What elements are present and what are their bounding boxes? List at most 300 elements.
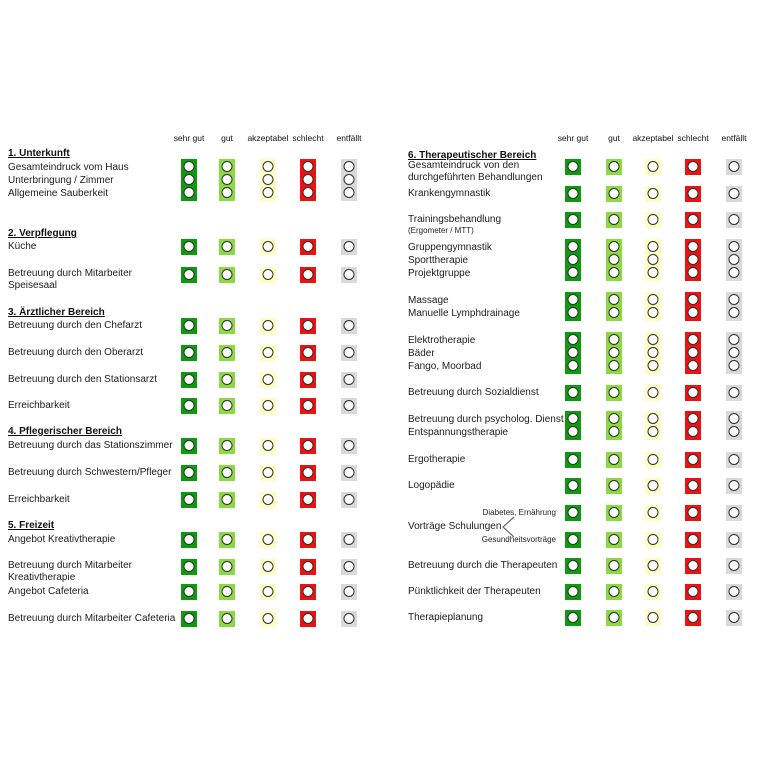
rating-option-akzeptabel[interactable] (263, 440, 274, 451)
row-label-line: Küche (8, 241, 37, 252)
rating-option-entfaellt[interactable] (729, 294, 740, 305)
rating-mark-entfaellt (341, 267, 357, 283)
rating-option-sehr-gut[interactable] (184, 613, 195, 624)
rating-option-schlecht[interactable] (688, 507, 699, 518)
rating-option-entfaellt[interactable] (344, 161, 355, 172)
rating-mark-sehr-gut (565, 292, 581, 321)
rating-mark-gut (219, 559, 235, 575)
rating-option-gut[interactable] (609, 426, 620, 437)
rating-option-entfaellt[interactable] (729, 307, 740, 318)
rating-mark-sehr-gut (565, 212, 581, 228)
rating-option-sehr-gut[interactable] (568, 161, 579, 172)
rating-mark-gut (606, 478, 622, 494)
rating-option-entfaellt[interactable] (344, 613, 355, 624)
rating-mark-akzeptabel (260, 532, 276, 548)
rating-option-sehr-gut[interactable] (568, 360, 579, 371)
rating-option-sehr-gut[interactable] (568, 454, 579, 465)
rating-option-schlecht[interactable] (303, 586, 314, 597)
rating-mark-gut (219, 532, 235, 548)
rating-mark-sehr-gut (565, 159, 581, 175)
rating-option-gut[interactable] (609, 560, 620, 571)
rating-option-schlecht[interactable] (303, 494, 314, 505)
rating-option-akzeptabel[interactable] (648, 454, 659, 465)
rating-option-gut[interactable] (609, 534, 620, 545)
rating-option-akzeptabel[interactable] (263, 494, 274, 505)
rating-option-sehr-gut[interactable] (184, 187, 195, 198)
rating-option-gut[interactable] (609, 413, 620, 424)
rating-option-sehr-gut[interactable] (568, 426, 579, 437)
rating-option-sehr-gut[interactable] (184, 374, 195, 385)
rating-mark-schlecht (300, 398, 316, 414)
rating-option-entfaellt[interactable] (344, 586, 355, 597)
rating-mark-entfaellt (726, 505, 742, 521)
rating-option-entfaellt[interactable] (344, 347, 355, 358)
rating-option-schlecht[interactable] (303, 374, 314, 385)
fork-option-label: Gesundheitsvorträge (481, 535, 556, 544)
rating-mark-gut (606, 385, 622, 401)
rating-option-schlecht[interactable] (688, 612, 699, 623)
rating-option-entfaellt[interactable] (729, 507, 740, 518)
rating-option-entfaellt[interactable] (729, 387, 740, 398)
rating-option-akzeptabel[interactable] (263, 174, 274, 185)
row-label-line: Gesamteindruck vom Haus (8, 161, 129, 173)
rating-option-schlecht[interactable] (688, 560, 699, 571)
rating-option-entfaellt[interactable] (344, 320, 355, 331)
rating-option-schlecht[interactable] (303, 400, 314, 411)
rating-option-sehr-gut[interactable] (568, 334, 579, 345)
rating-mark-akzeptabel (260, 492, 276, 508)
rating-option-sehr-gut[interactable] (184, 347, 195, 358)
scale-header-entfaellt: entfällt (336, 133, 362, 143)
rating-option-akzeptabel[interactable] (648, 347, 659, 358)
rating-option-schlecht[interactable] (688, 241, 699, 252)
rating-option-akzeptabel[interactable] (263, 374, 274, 385)
rating-mark-sehr-gut (565, 505, 581, 521)
rating-option-sehr-gut[interactable] (568, 534, 579, 545)
rating-option-akzeptabel[interactable] (648, 254, 659, 265)
rating-option-schlecht[interactable] (688, 294, 699, 305)
rating-option-schlecht[interactable] (688, 161, 699, 172)
rating-option-gut[interactable] (222, 440, 233, 451)
rating-option-entfaellt[interactable] (729, 560, 740, 571)
rating-option-entfaellt[interactable] (729, 267, 740, 278)
rating-option-schlecht[interactable] (303, 561, 314, 572)
rating-option-akzeptabel[interactable] (263, 400, 274, 411)
rating-option-schlecht[interactable] (688, 307, 699, 318)
rating-option-gut[interactable] (222, 613, 233, 624)
row-label (408, 160, 543, 184)
row-sublabel: (Ergometer / MTT) (408, 226, 474, 235)
rating-option-entfaellt[interactable] (344, 269, 355, 280)
rating-option-sehr-gut[interactable] (184, 269, 195, 280)
rating-option-sehr-gut[interactable] (568, 241, 579, 252)
rating-option-schlecht[interactable] (688, 586, 699, 597)
rating-mark-sehr-gut (181, 372, 197, 388)
rating-mark-sehr-gut (565, 411, 581, 440)
rating-option-entfaellt[interactable] (729, 214, 740, 225)
rating-option-sehr-gut[interactable] (184, 174, 195, 185)
rating-mark-gut (606, 558, 622, 574)
rating-option-sehr-gut[interactable] (184, 534, 195, 545)
rating-mark-gut (606, 212, 622, 228)
rating-option-akzeptabel[interactable] (263, 613, 274, 624)
scale-header-sehr-gut: sehr gut (173, 133, 205, 143)
rating-mark-akzeptabel (645, 411, 661, 440)
rating-option-schlecht[interactable] (688, 360, 699, 371)
row-label (408, 241, 492, 280)
rating-option-schlecht[interactable] (688, 387, 699, 398)
rating-option-sehr-gut[interactable] (184, 440, 195, 451)
rating-option-akzeptabel[interactable] (263, 534, 274, 545)
rating-option-akzeptabel[interactable] (263, 161, 274, 172)
row-label (408, 294, 520, 320)
rating-option-sehr-gut[interactable] (184, 400, 195, 411)
rating-option-gut[interactable] (609, 334, 620, 345)
rating-mark-entfaellt (341, 438, 357, 454)
rating-option-sehr-gut[interactable] (568, 612, 579, 623)
rating-option-entfaellt[interactable] (729, 334, 740, 345)
rating-option-akzeptabel[interactable] (648, 480, 659, 491)
rating-mark-akzeptabel (260, 584, 276, 600)
rating-option-akzeptabel[interactable] (648, 241, 659, 252)
rating-option-schlecht[interactable] (303, 347, 314, 358)
rating-option-akzeptabel[interactable] (648, 534, 659, 545)
row-label (8, 161, 129, 200)
row-label (8, 268, 132, 292)
rating-option-akzeptabel[interactable] (648, 307, 659, 318)
rating-mark-sehr-gut (565, 186, 581, 202)
rating-option-schlecht[interactable] (303, 320, 314, 331)
rating-mark-akzeptabel (260, 239, 276, 255)
row-label (408, 387, 539, 399)
rating-mark-akzeptabel (645, 292, 661, 321)
rating-option-entfaellt[interactable] (344, 534, 355, 545)
rating-option-akzeptabel[interactable] (648, 426, 659, 437)
rating-option-sehr-gut[interactable] (568, 254, 579, 265)
rating-option-akzeptabel[interactable] (263, 320, 274, 331)
rating-mark-akzeptabel (260, 398, 276, 414)
rating-option-sehr-gut[interactable] (568, 214, 579, 225)
rating-mark-entfaellt (341, 372, 357, 388)
section-title: 5. Freizeit (8, 520, 55, 531)
row-label (8, 400, 70, 412)
rating-option-sehr-gut[interactable] (568, 507, 579, 518)
rating-option-gut[interactable] (609, 612, 620, 623)
rating-mark-entfaellt (726, 584, 742, 600)
rating-option-akzeptabel[interactable] (263, 586, 274, 597)
rating-option-gut[interactable] (609, 267, 620, 278)
rating-option-sehr-gut[interactable] (184, 161, 195, 172)
rating-mark-akzeptabel (645, 532, 661, 548)
scale-header-akzeptabel: akzeptabel (632, 133, 674, 143)
row-label (408, 214, 501, 235)
rating-option-schlecht[interactable] (303, 187, 314, 198)
rating-option-gut[interactable] (222, 400, 233, 411)
rating-option-entfaellt[interactable] (729, 254, 740, 265)
rating-mark-entfaellt (341, 345, 357, 361)
row-label-line: Betreuung durch Mitarbeiter (8, 268, 132, 279)
row-label-line: Betreuung durch den Stationsarzt (8, 374, 157, 385)
rating-option-akzeptabel[interactable] (648, 560, 659, 571)
rating-mark-entfaellt (341, 318, 357, 334)
rating-mark-sehr-gut (181, 559, 197, 575)
rating-option-sehr-gut[interactable] (568, 480, 579, 491)
rating-option-akzeptabel[interactable] (263, 467, 274, 478)
rating-option-gut[interactable] (222, 374, 233, 385)
row-label-line: Massage (408, 294, 449, 306)
rating-option-entfaellt[interactable] (729, 413, 740, 424)
rating-mark-akzeptabel (645, 332, 661, 374)
rating-option-gut[interactable] (222, 586, 233, 597)
rating-option-sehr-gut[interactable] (184, 586, 195, 597)
rating-option-akzeptabel[interactable] (263, 269, 274, 280)
row-label-line: Betreuung durch das Stationszimmer (8, 440, 173, 451)
rating-option-akzeptabel[interactable] (263, 561, 274, 572)
rating-option-gut[interactable] (222, 561, 233, 572)
rating-mark-akzeptabel (260, 267, 276, 283)
section-title: 1. Unterkunft (8, 148, 70, 159)
rating-option-entfaellt[interactable] (729, 188, 740, 199)
rating-option-sehr-gut[interactable] (568, 294, 579, 305)
rating-mark-gut (606, 610, 622, 626)
rating-mark-sehr-gut (565, 558, 581, 574)
rating-option-gut[interactable] (222, 534, 233, 545)
rating-option-gut[interactable] (222, 187, 233, 198)
rating-option-akzeptabel[interactable] (648, 294, 659, 305)
rating-option-entfaellt[interactable] (729, 534, 740, 545)
rating-option-schlecht[interactable] (303, 613, 314, 624)
rating-mark-sehr-gut (181, 584, 197, 600)
rating-option-gut[interactable] (609, 161, 620, 172)
scale-header-schlecht: schlecht (292, 133, 324, 143)
rating-option-entfaellt[interactable] (344, 561, 355, 572)
rating-mark-akzeptabel (260, 465, 276, 481)
rating-mark-entfaellt (726, 532, 742, 548)
rating-option-schlecht[interactable] (303, 161, 314, 172)
row-label (8, 586, 89, 598)
rating-mark-gut (219, 492, 235, 508)
rating-mark-akzeptabel (645, 385, 661, 401)
rating-mark-akzeptabel (260, 438, 276, 454)
rating-option-schlecht[interactable] (303, 467, 314, 478)
rating-option-entfaellt[interactable] (344, 241, 355, 252)
rating-option-akzeptabel[interactable] (648, 413, 659, 424)
rating-option-gut[interactable] (609, 480, 620, 491)
rating-option-sehr-gut[interactable] (568, 347, 579, 358)
rating-mark-gut (219, 318, 235, 334)
rating-option-schlecht[interactable] (688, 534, 699, 545)
rating-mark-akzeptabel (645, 610, 661, 626)
rating-option-schlecht[interactable] (303, 534, 314, 545)
rating-option-akzeptabel[interactable] (263, 347, 274, 358)
rating-mark-schlecht (685, 532, 701, 548)
rating-mark-gut (219, 465, 235, 481)
rating-option-akzeptabel[interactable] (648, 387, 659, 398)
rating-option-gut[interactable] (222, 494, 233, 505)
rating-option-gut[interactable] (609, 241, 620, 252)
rating-mark-gut (606, 411, 622, 440)
rating-option-schlecht[interactable] (688, 454, 699, 465)
rating-option-entfaellt[interactable] (729, 586, 740, 597)
rating-option-gut[interactable] (609, 586, 620, 597)
rating-mark-gut (606, 159, 622, 175)
rating-mark-entfaellt (726, 558, 742, 574)
row-label (8, 534, 115, 546)
row-label-line: Angebot Cafeteria (8, 586, 89, 597)
row-label-line: Betreuung durch Mitarbeiter Cafeteria (8, 613, 176, 624)
rating-option-entfaellt[interactable] (344, 174, 355, 185)
row-label (408, 454, 465, 466)
rating-option-gut[interactable] (609, 214, 620, 225)
rating-option-entfaellt[interactable] (729, 161, 740, 172)
rating-option-schlecht[interactable] (688, 267, 699, 278)
rating-option-sehr-gut[interactable] (568, 413, 579, 424)
rating-option-sehr-gut[interactable] (184, 320, 195, 331)
rating-option-akzeptabel[interactable] (263, 241, 274, 252)
rating-option-schlecht[interactable] (688, 347, 699, 358)
rating-mark-entfaellt (341, 532, 357, 548)
rating-mark-gut (219, 398, 235, 414)
rating-option-schlecht[interactable] (688, 188, 699, 199)
rating-option-akzeptabel[interactable] (648, 188, 659, 199)
rating-option-akzeptabel[interactable] (263, 187, 274, 198)
rating-option-gut[interactable] (222, 241, 233, 252)
row-label-line: Gesamteindruck von den (408, 160, 520, 171)
rating-option-schlecht[interactable] (303, 440, 314, 451)
rating-mark-sehr-gut (181, 398, 197, 414)
rating-mark-gut (219, 239, 235, 255)
rating-option-gut[interactable] (609, 507, 620, 518)
rating-mark-sehr-gut (565, 532, 581, 548)
rating-option-entfaellt[interactable] (729, 347, 740, 358)
row-label-line: Betreuung durch Schwestern/Pfleger (8, 467, 172, 478)
rating-option-entfaellt[interactable] (729, 426, 740, 437)
rating-option-schlecht[interactable] (303, 241, 314, 252)
rating-option-gut[interactable] (609, 294, 620, 305)
rating-option-gut[interactable] (222, 161, 233, 172)
rating-option-gut[interactable] (222, 320, 233, 331)
rating-option-entfaellt[interactable] (729, 612, 740, 623)
scale-header-gut: gut (221, 133, 233, 143)
scale-header-gut: gut (608, 133, 620, 143)
rating-option-sehr-gut[interactable] (568, 307, 579, 318)
rating-option-schlecht[interactable] (688, 214, 699, 225)
rating-option-gut[interactable] (222, 174, 233, 185)
rating-option-akzeptabel[interactable] (648, 334, 659, 345)
rating-option-schlecht[interactable] (688, 480, 699, 491)
rating-option-entfaellt[interactable] (729, 241, 740, 252)
rating-mark-akzeptabel (645, 239, 661, 281)
rating-option-entfaellt[interactable] (344, 187, 355, 198)
row-label-line: Unterbringung / Zimmer (8, 174, 114, 186)
rating-option-sehr-gut[interactable] (184, 494, 195, 505)
rating-option-akzeptabel[interactable] (648, 161, 659, 172)
rating-mark-schlecht (685, 239, 701, 281)
rating-option-entfaellt[interactable] (729, 480, 740, 491)
rating-option-sehr-gut[interactable] (568, 188, 579, 199)
row-label (8, 347, 143, 359)
rating-option-gut[interactable] (609, 454, 620, 465)
rating-option-schlecht[interactable] (688, 426, 699, 437)
rating-option-akzeptabel[interactable] (648, 612, 659, 623)
rating-mark-akzeptabel (645, 452, 661, 468)
rating-mark-entfaellt (341, 492, 357, 508)
rating-mark-sehr-gut (565, 452, 581, 468)
rating-mark-sehr-gut (181, 159, 197, 201)
row-label (8, 467, 171, 479)
rating-option-entfaellt[interactable] (344, 440, 355, 451)
rating-mark-schlecht (300, 239, 316, 255)
rating-mark-akzeptabel (260, 159, 276, 201)
rating-option-akzeptabel[interactable] (648, 360, 659, 371)
rating-mark-sehr-gut (565, 332, 581, 374)
row-label (408, 413, 564, 439)
rating-option-akzeptabel[interactable] (648, 214, 659, 225)
rating-option-sehr-gut[interactable] (184, 561, 195, 572)
rating-option-schlecht[interactable] (688, 254, 699, 265)
rating-option-sehr-gut[interactable] (184, 467, 195, 478)
rating-mark-gut (219, 584, 235, 600)
rating-option-gut[interactable] (609, 254, 620, 265)
row-label-line: Sporttherapie (408, 254, 469, 266)
rating-mark-sehr-gut (565, 239, 581, 281)
rating-option-schlecht[interactable] (688, 413, 699, 424)
rating-option-gut[interactable] (609, 188, 620, 199)
rating-option-sehr-gut[interactable] (568, 586, 579, 597)
rating-option-akzeptabel[interactable] (648, 507, 659, 518)
row-label (408, 560, 557, 572)
rating-mark-schlecht (300, 465, 316, 481)
rating-mark-schlecht (685, 212, 701, 228)
rating-option-entfaellt[interactable] (729, 360, 740, 371)
rating-mark-akzeptabel (260, 318, 276, 334)
rating-option-gut[interactable] (609, 387, 620, 398)
rating-option-sehr-gut[interactable] (568, 387, 579, 398)
rating-option-sehr-gut[interactable] (568, 267, 579, 278)
rating-option-entfaellt[interactable] (344, 494, 355, 505)
rating-option-entfaellt[interactable] (344, 374, 355, 385)
rating-mark-entfaellt (341, 239, 357, 255)
rating-option-gut[interactable] (222, 347, 233, 358)
rating-option-entfaellt[interactable] (344, 400, 355, 411)
rating-option-entfaellt[interactable] (344, 467, 355, 478)
rating-mark-schlecht (300, 318, 316, 334)
rating-mark-schlecht (685, 385, 701, 401)
rating-mark-sehr-gut (181, 267, 197, 283)
rating-option-gut[interactable] (609, 347, 620, 358)
rating-option-akzeptabel[interactable] (648, 267, 659, 278)
rating-mark-schlecht (300, 438, 316, 454)
rating-option-gut[interactable] (609, 307, 620, 318)
row-label-line: Krankengymnastik (408, 188, 491, 199)
rating-mark-sehr-gut (181, 345, 197, 361)
row-label (8, 440, 173, 452)
row-label-line: Logopädie (408, 480, 455, 491)
rating-option-gut[interactable] (222, 269, 233, 280)
rating-option-schlecht[interactable] (303, 174, 314, 185)
rating-option-sehr-gut[interactable] (568, 560, 579, 571)
section-title: 6. Therapeutischer Bereich (408, 150, 537, 161)
rating-option-entfaellt[interactable] (729, 454, 740, 465)
row-label-line: Trainingsbehandlung (408, 214, 502, 225)
rating-option-sehr-gut[interactable] (184, 241, 195, 252)
rating-option-schlecht[interactable] (688, 334, 699, 345)
rating-mark-entfaellt (726, 212, 742, 228)
rating-option-schlecht[interactable] (303, 269, 314, 280)
rating-option-gut[interactable] (222, 467, 233, 478)
rating-option-akzeptabel[interactable] (648, 586, 659, 597)
rating-option-gut[interactable] (609, 360, 620, 371)
